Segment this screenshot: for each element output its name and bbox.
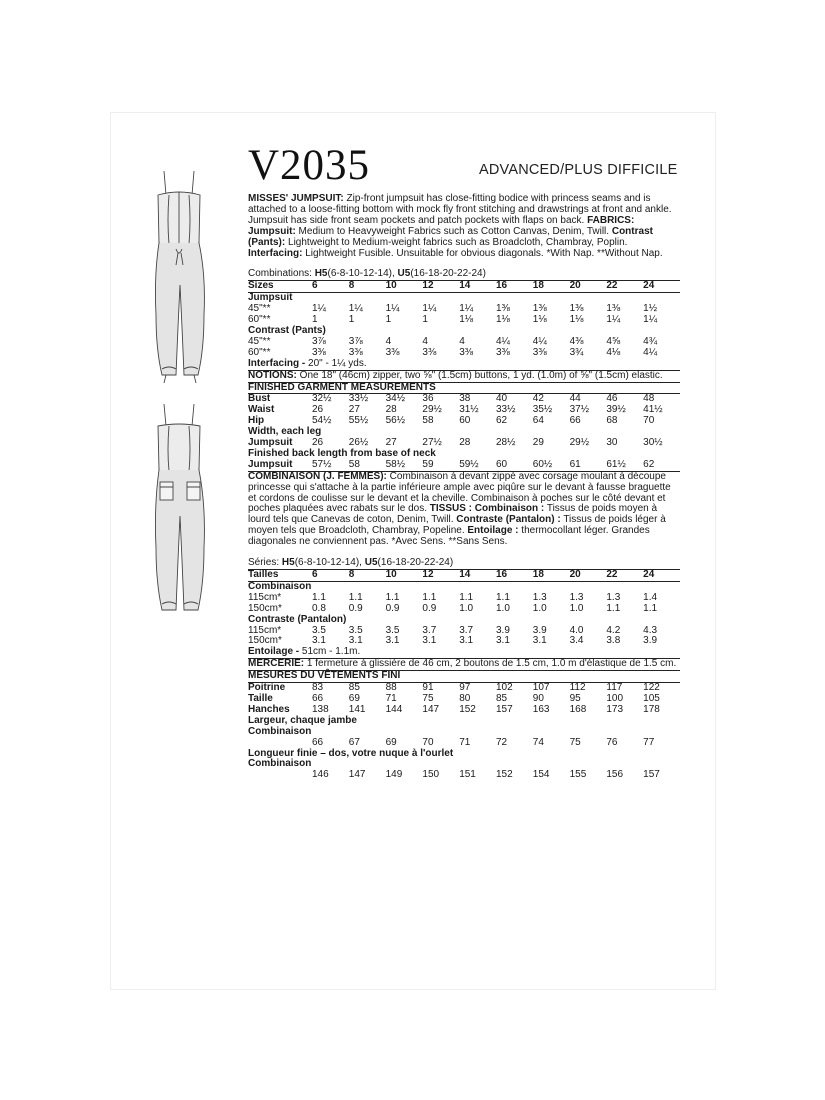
group-label: Combinaison: [248, 758, 312, 770]
cell: 91: [422, 682, 434, 694]
cell: 138: [312, 703, 329, 715]
cell: 20: [570, 281, 607, 293]
cell: 4⅛: [606, 346, 621, 358]
cell: 3⅜: [495, 346, 510, 358]
cell: 27: [385, 437, 397, 449]
cell: 1.1: [459, 591, 474, 603]
french-desc-segment: Tissus de poids moyen à lourd tels que Canevas de coton, Denim, Twill.: [248, 503, 658, 526]
cell: 146: [312, 769, 329, 781]
cell: 83: [312, 682, 324, 694]
cell: 1.3: [532, 591, 547, 603]
cell: 141: [348, 703, 366, 715]
cell: 61: [569, 458, 581, 470]
cell: 85: [348, 682, 360, 694]
cell: 22: [606, 570, 643, 582]
cell: 3⅜: [312, 346, 326, 358]
cell: 3¾: [569, 346, 584, 358]
cell: 4¼: [495, 335, 510, 347]
row-label: Poitrine: [248, 682, 286, 694]
french-description: [248, 472, 680, 548]
cell: 27½: [422, 437, 442, 449]
cell: 54½: [312, 415, 332, 427]
cell: 4: [385, 335, 392, 347]
measurement-row: [248, 738, 680, 749]
cell: 46: [606, 393, 618, 405]
row-label: Jumpsuit: [248, 458, 293, 470]
cell: 39½: [606, 404, 626, 416]
cell: 60: [495, 458, 508, 470]
cell: 168: [569, 703, 587, 715]
cell: 62: [495, 415, 508, 427]
cell: 1⅜: [569, 303, 584, 315]
cell: 150: [422, 769, 440, 781]
cell: 3.5: [348, 624, 363, 636]
cell: 107: [532, 682, 550, 694]
group-label: Largeur, chaque jambe: [248, 714, 357, 726]
interfacing-label: Interfacing -: [248, 357, 306, 369]
cell: 0.8: [312, 602, 326, 614]
cell: 3.5: [312, 624, 326, 636]
cell: 3.9: [532, 624, 547, 636]
notions-label: NOTIONS:: [248, 369, 297, 381]
cell: 71: [385, 692, 397, 704]
cell: 1.0: [569, 602, 584, 614]
cell: 0.9: [348, 602, 363, 614]
cell: 3⅜: [459, 346, 474, 358]
cell: 6: [312, 281, 349, 293]
cell: 4.3: [643, 624, 658, 636]
cell: 0.9: [422, 602, 437, 614]
cell: 24: [643, 281, 680, 293]
cell: 66: [312, 692, 324, 704]
row-label: 60"**: [248, 346, 271, 358]
interfacing-value: 20" - 1¼ yds.: [305, 357, 367, 369]
cell: 3.1: [495, 635, 510, 647]
cell: 80: [459, 692, 471, 704]
cell: 4: [459, 335, 465, 347]
cell: 147: [422, 703, 440, 715]
group-row: [248, 727, 680, 738]
english-combinations: [248, 269, 680, 280]
combo-h5-sizes: (6-8-10-12-14),: [327, 268, 395, 280]
measurement-row: [248, 460, 680, 471]
cell: 28: [459, 437, 471, 449]
cell: 1.1: [385, 591, 400, 603]
cell: 40: [495, 393, 508, 405]
cell: 112: [569, 682, 586, 694]
cell: 28: [385, 404, 397, 416]
cell: 3⅜: [422, 346, 437, 358]
cell: 30½: [643, 437, 663, 449]
group-row: [248, 615, 680, 626]
cell: 72: [495, 736, 508, 748]
cell: 59: [422, 458, 434, 470]
row-label: 150cm*: [248, 635, 282, 647]
group-row: [248, 716, 680, 727]
mercerie-label: MERCERIE:: [248, 658, 305, 670]
notions-text: One 18" (46cm) zipper, two ⅝" (1.5cm) buttons, 1 yd. (1.0m) of ⅝" (1.5cm) elastic.: [296, 369, 663, 381]
cell: 3.9: [495, 624, 510, 636]
cell: 75: [422, 692, 434, 704]
english-desc-segment: Lightweight Fusible. Unsuitable for obvious diagonals. *With Nap. **Without Nap.: [302, 247, 663, 259]
french-measurements-title: MESURES DU VÊTEMENTS FINI: [248, 670, 680, 683]
french-desc-segment: thermocollant léger. Grandes diagonales ne conviennent pas. *Avec Sens. **Sans Sens.: [248, 525, 650, 548]
row-label: Taille: [248, 692, 273, 704]
cell: 1: [348, 314, 355, 326]
fabric-width-row: [248, 604, 680, 615]
cell: 66: [312, 736, 324, 748]
row-label: 150cm*: [248, 602, 282, 614]
group-label: Longueur finie – dos, votre nuque à l'ourlet: [248, 747, 454, 759]
cell: 3.8: [606, 635, 621, 647]
row-label: [248, 770, 312, 781]
group-label: Contrast (Pants): [248, 324, 326, 336]
cell: 3.4: [569, 635, 584, 647]
cell: 4⅝: [606, 335, 621, 347]
combo-h5: H5: [314, 268, 328, 280]
cell: 173: [606, 703, 624, 715]
cell: 58: [348, 458, 360, 470]
cell: 70: [422, 736, 434, 748]
cell: 22: [606, 281, 643, 293]
cell: 3.1: [459, 635, 474, 647]
cell: 3⅜: [385, 346, 400, 358]
group-label: Width, each leg: [248, 426, 322, 438]
cell: 1.0: [532, 602, 547, 614]
english-desc-segment: Lightweight to Medium-weight fabrics such as Broadcloth, Chambray, Poplin.: [285, 236, 628, 248]
cell: 3⅞: [312, 335, 326, 347]
cell: 4⅜: [569, 335, 584, 347]
difficulty-level: ADVANCED/PLUS DIFFICILE: [479, 162, 678, 178]
cell: 48: [643, 393, 655, 405]
row-label: Hanches: [248, 703, 290, 715]
cell: 1.1: [643, 602, 658, 614]
cell: 3.1: [422, 635, 437, 647]
english-desc-segment: Interfacing:: [248, 247, 303, 259]
cell: 151: [459, 769, 476, 781]
cell: 61½: [606, 458, 626, 470]
cell: 71: [459, 736, 471, 748]
cell: 26½: [348, 437, 369, 449]
sizes-header-row: [248, 281, 680, 293]
cell: 36: [422, 393, 434, 405]
cell: 3.7: [422, 624, 437, 636]
jumpsuit-back-illustration: [136, 398, 224, 623]
cell: 4.2: [606, 624, 621, 636]
row-label: Hip: [248, 415, 265, 427]
cell: 4¼: [532, 335, 547, 347]
cell: 34½: [385, 393, 406, 405]
cell: 152: [459, 703, 476, 715]
french-notions: [248, 658, 680, 670]
cell: 68: [606, 415, 618, 427]
cell: 8: [349, 570, 386, 582]
row-label: Waist: [248, 404, 275, 416]
cell: 14: [459, 570, 496, 582]
cell: 97: [459, 682, 471, 694]
series-h5-sizes: (6-8-10-12-14),: [294, 557, 362, 569]
cell: 1.1: [422, 591, 437, 603]
cell: 60½: [532, 458, 553, 470]
cell: 1⅜: [606, 303, 621, 315]
cell: 74: [532, 736, 544, 748]
jumpsuit-front-illustration: [136, 165, 224, 387]
series-u5: U5: [364, 557, 378, 569]
series-u5-sizes: (16-18-20-22-24): [377, 557, 454, 569]
cell: 3⅜: [348, 346, 363, 358]
interfacing-value: 51cm - 1.1m.: [299, 646, 361, 658]
cell: 1.1: [312, 591, 326, 603]
cell: 14: [459, 281, 496, 293]
french-desc-segment: COMBINAISON (J. FEMMES):: [248, 470, 387, 482]
cell: 42: [532, 393, 544, 405]
group-label: Jumpsuit: [248, 292, 293, 304]
cell: 155: [569, 769, 587, 781]
cell: 10: [386, 570, 423, 582]
combinations-label: Combinations:: [248, 268, 312, 280]
english-desc-segment: MISSES' JUMPSUIT:: [248, 193, 344, 204]
cell: 1.3: [606, 591, 621, 603]
cell: 26: [312, 437, 324, 449]
cell: 1¼: [348, 303, 363, 315]
interfacing-label: Entoilage -: [248, 646, 300, 658]
french-combinations: [248, 558, 680, 569]
cell: 95: [569, 692, 581, 704]
cell: 24: [643, 570, 680, 582]
row-label: 45"**: [248, 335, 271, 347]
cell: 102: [495, 682, 513, 694]
cell: 3.1: [348, 635, 363, 647]
cell: 18: [533, 570, 570, 582]
english-desc-segment: Medium to Heavyweight Fabrics such as Cotton Canvas, Denim, Twill.: [295, 225, 612, 237]
cell: 67: [348, 736, 360, 748]
cell: 1.4: [643, 591, 658, 603]
combo-u5: U5: [397, 268, 411, 280]
cell: 12: [422, 281, 459, 293]
cell: 1.1: [495, 591, 510, 603]
cell: 157: [643, 769, 660, 781]
cell: 76: [606, 736, 618, 748]
cell: 44: [569, 393, 581, 405]
english-yardage-table: [248, 280, 680, 369]
cell: 100: [606, 692, 624, 704]
row-label: Bust: [248, 393, 271, 405]
interfacing-row: [248, 359, 680, 370]
english-notions: [248, 370, 680, 382]
cell: 12: [422, 570, 459, 582]
row-label: Jumpsuit: [248, 437, 293, 449]
cell: 105: [643, 692, 660, 704]
cell: 30: [606, 437, 618, 449]
pattern-number: V2035: [248, 142, 371, 189]
cell: 69: [348, 692, 360, 704]
cell: 16: [496, 281, 533, 293]
cell: 8: [349, 281, 386, 293]
group-label: Finished back length from base of neck: [248, 447, 436, 459]
french-desc-segment: Combinaison à devant zippé avec corsage moulant à découpe princesse qui s'attache à la partie inférieure ample avec piqûre sur le devant à fausse braguette et cordons de coulisse sur le devant et la cheville. Combinaison à poches sur le côté devant et poches plaquées avec rabats sur le dos.: [248, 470, 671, 515]
french-desc-segment: Tissus de poids léger à moyen tels que Broadcloth, Chambray, Popeline.: [248, 514, 666, 537]
cell: 58½: [385, 458, 406, 470]
cell: 26: [312, 404, 324, 416]
cell: 70: [643, 415, 655, 427]
cell: 29: [532, 437, 544, 449]
cell: 1.1: [606, 602, 621, 614]
cell: 156: [606, 769, 624, 781]
cell: 144: [385, 703, 403, 715]
cell: 117: [606, 682, 623, 694]
cell: 1¼: [606, 314, 621, 326]
cell: 90: [532, 692, 544, 704]
row-label: 60"**: [248, 314, 271, 326]
cell: 1: [385, 314, 392, 326]
cell: 35½: [532, 404, 553, 416]
cell: 1⅛: [459, 314, 474, 326]
cell: 1.1: [348, 591, 363, 603]
group-label: Combinaison: [248, 725, 312, 737]
english-desc-segment: Contrast (Pants):: [248, 225, 653, 248]
french-measurements-table: [248, 683, 680, 781]
row-label: 115cm*: [248, 624, 282, 636]
cell: 3.1: [312, 635, 326, 647]
cell: 32½: [312, 393, 332, 405]
cell: 122: [643, 682, 660, 694]
cell: 1.0: [459, 602, 474, 614]
cell: 6: [312, 570, 349, 582]
row-label: 115cm*: [248, 591, 282, 603]
english-measurements-title: FINISHED GARMENT MEASUREMENTS: [248, 382, 680, 395]
cell: 1.0: [495, 602, 510, 614]
row-label: 45"**: [248, 303, 271, 315]
french-yardage-table: [248, 569, 680, 658]
cell: 57½: [312, 458, 332, 470]
cell: 29½: [569, 437, 590, 449]
cell: 62: [643, 458, 655, 470]
cell: 56½: [385, 415, 406, 427]
cell: 3.9: [643, 635, 658, 647]
cell: 154: [532, 769, 550, 781]
cell: 1⅜: [495, 303, 510, 315]
group-label: Contraste (Pantalon): [248, 613, 347, 625]
cell: 178: [643, 703, 660, 715]
cell: 66: [569, 415, 581, 427]
french-desc-segment: Contraste (Pantalon) :: [456, 514, 561, 526]
cell: 59½: [459, 458, 479, 470]
english-measurements-table: [248, 394, 680, 470]
cell: 147: [348, 769, 366, 781]
combo-u5-sizes: (16-18-20-22-24): [410, 268, 486, 280]
cell: 1¼: [643, 314, 658, 326]
french-desc-segment: Entoilage :: [467, 525, 519, 537]
cell: 88: [385, 682, 397, 694]
cell: 1¼: [385, 303, 400, 315]
interfacing-row: [248, 647, 680, 658]
cell: 4¾: [643, 335, 658, 347]
cell: 75: [569, 736, 581, 748]
cell: 1.3: [569, 591, 584, 603]
cell: 29½: [422, 404, 442, 416]
cell: 1⅜: [532, 303, 547, 315]
row-label: Sizes: [248, 281, 312, 293]
cell: 149: [385, 769, 403, 781]
cell: 28½: [495, 437, 516, 449]
cell: 152: [495, 769, 513, 781]
cell: 33½: [348, 393, 369, 405]
cell: 1¼: [459, 303, 474, 315]
measurement-row: [248, 770, 680, 781]
cell: 1⅛: [495, 314, 510, 326]
cell: 38: [459, 393, 471, 405]
cell: 1⅛: [532, 314, 547, 326]
cell: 1: [422, 314, 428, 326]
sizes-header-row: [248, 570, 680, 582]
cell: 77: [643, 736, 655, 748]
cell: 4.0: [569, 624, 584, 636]
cell: 69: [385, 736, 397, 748]
group-row: [248, 749, 680, 760]
series-label: Séries:: [248, 557, 280, 569]
cell: 3⅞: [348, 335, 363, 347]
english-desc-segment: Zip-front jumpsuit has close-fitting bodice with princess seams and is attached to a loose-fitting bottom with mock fly front stitching and drawstrings at front and ankle. Jumpsuit has side front seam pockets and patch pockets with flaps on back.: [248, 193, 672, 226]
cell: 41½: [643, 404, 663, 416]
cell: 18: [533, 281, 570, 293]
french-desc-segment: TISSUS : Combinaison :: [429, 503, 545, 515]
cell: 3.1: [532, 635, 547, 647]
cell: 3.5: [385, 624, 400, 636]
cell: 55½: [348, 415, 369, 427]
cell: 3.1: [385, 635, 400, 647]
cell: 4: [422, 335, 428, 347]
cell: 157: [495, 703, 513, 715]
cell: 163: [532, 703, 550, 715]
cell: 85: [495, 692, 508, 704]
cell: 1¼: [312, 303, 326, 315]
cell: 4¼: [643, 346, 658, 358]
cell: 1¼: [422, 303, 437, 315]
english-desc-segment: FABRICS: Jumpsuit:: [248, 214, 635, 237]
row-label: Tailles: [248, 570, 312, 582]
cell: 31½: [459, 404, 479, 416]
english-description: [248, 194, 680, 259]
cell: 58: [422, 415, 434, 427]
cell: 60: [459, 415, 471, 427]
cell: 3⅜: [532, 346, 547, 358]
mercerie-text: 1 fermeture à glissière de 46 cm, 2 boutons de 1.5 cm, 1.0 m d'élastique de 1.5 cm.: [304, 658, 677, 670]
cell: 3.7: [459, 624, 474, 636]
cell: 1⅛: [569, 314, 584, 326]
cell: 33½: [495, 404, 516, 416]
series-h5: H5: [281, 557, 295, 569]
cell: 64: [532, 415, 544, 427]
cell: 1: [312, 314, 318, 326]
cell: 16: [496, 570, 533, 582]
group-label: Combinaison: [248, 580, 312, 592]
cell: 20: [570, 570, 607, 582]
english-section: [248, 194, 680, 781]
cell: 0.9: [385, 602, 400, 614]
cell: 1½: [643, 303, 658, 315]
cell: 37½: [569, 404, 590, 416]
row-label: [248, 738, 312, 749]
cell: 10: [386, 281, 423, 293]
cell: 27: [348, 404, 360, 416]
